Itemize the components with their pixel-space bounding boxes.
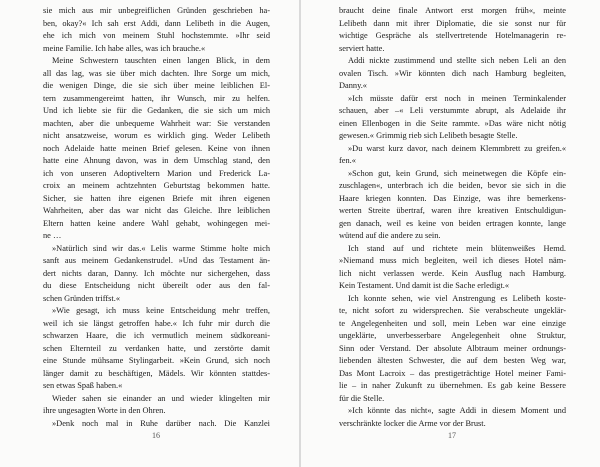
text-line: ungeklärte, unverbesserbare Angelegenheit ohne Struktur, — [339, 331, 566, 340]
text-line: Das Mont Lacroix – das prestigeträchtige Hotel meiner Fami- — [339, 368, 566, 378]
text-line: te Angelegenheiten und soll, mein Leben war eine einzige — [339, 318, 566, 328]
text-line: schwarzen Haare, die ich vermutlich meinem südkoreani- — [43, 331, 270, 340]
text-line: einen Ellenbogen in die Seite rammte. »Das wäre nicht nötig — [339, 118, 566, 128]
text-line: »Ich könnte das nicht«, sagte Addi in diesem Moment und — [348, 406, 566, 415]
text-line: tern zusammengereimt hatten, ihr Wunsch, mir zu helfen. — [43, 93, 270, 103]
text-line: Kein Testament. Und damit ist die Sache erledigt.« — [339, 281, 510, 290]
text-line: Eltern hatten keine andere Wahl gehabt, wohingegen mei- — [43, 218, 270, 228]
text-line: schauen, aber –« Leli verstummte abrupt, als Adelaide ihr — [339, 106, 566, 115]
text-line: sen etwas Spaß haben.« — [43, 381, 123, 390]
text-line: lich nicht verlassen werde. Kein Ausflug nach Hamburg. — [339, 268, 566, 278]
text-line: schen Elternteil zu verdanken hatte, und zerstörte damit — [43, 343, 270, 353]
text-line: meine Familie. Ich habe alles, was ich brauche.« — [43, 43, 206, 53]
text-line: für die Stelle. — [339, 393, 385, 403]
text-line: »Du warst kurz davor, nach deinem Klemmbrett zu greifen.« — [348, 143, 566, 153]
text-line: lie – in naher Zukunft zu übernehmen. Es gab keine Bessere — [339, 381, 566, 390]
text-line: »Ich müsste dafür erst noch in meinen Terminkalender — [348, 93, 566, 103]
text-line: »Denk noch mal in Ruhe darüber nach. Die Kanzlei — [52, 418, 270, 428]
text-line: fen.« — [339, 156, 356, 165]
text-line: ich von unseren Adoptiveltern Marion und Frederick La- — [43, 168, 270, 178]
text-line: ehe ich mich von meinem Stuhl hochstemmte. »Ihr seid — [43, 31, 270, 40]
text-line: ovalen Tisch. »Wir könnten dich nach Hamburg begleiten, — [339, 68, 566, 78]
text-line: Und ich liebte sie für die Gedanken, die sie sich um mich — [43, 106, 270, 115]
text-line: »Natürlich sind wir das.« Lelis warme Stimme holte mich — [52, 243, 270, 253]
text-line: schen Gründen triffst.« — [43, 293, 121, 303]
text-line: Addi nickte zustimmend und stellte sich neben Leli an den — [348, 56, 566, 65]
text-line: gewesen.« Grimmig rieb sich Lelibeth besagte Stelle. — [339, 131, 518, 140]
text-line: Lelibeth dann mit ihrer Diplomatie, die sie sonst nur für — [339, 18, 566, 28]
text-line: serviert hatte. — [339, 43, 385, 53]
right-page-text — [339, 5, 566, 430]
text-line: wichtige Gespräche als stellvertretende Hotelmanagerin re- — [339, 31, 566, 40]
text-line: all das lag, was sie über mich dachten. Ihre Sorge um mich, — [43, 68, 270, 78]
text-line: noch Adelaide hatte meinen Brief gelesen. Keine von ihnen — [43, 143, 270, 153]
text-line: Meine Schwestern tauschten einen langen Blick, in dem — [52, 56, 270, 65]
text-line: machten, aber die unbequeme Wahrheit war: Sie verstanden — [43, 118, 270, 128]
left-page-text — [43, 5, 270, 430]
text-line: die wenigen Dinge, die sie sich über meine leiblichen El- — [43, 81, 270, 90]
text-line: Wahrheiten, aber das war nicht das Gleiche. Ihre leiblichen — [43, 206, 270, 215]
text-line: croix an meinem achtzehnten Geburtstag bekommen hatte. — [43, 181, 270, 190]
text-line: »Wie gesagt, ich muss keine Entscheidung mehr treffen, — [52, 306, 270, 315]
text-line: sanft aus meinem Gedankenstrudel. »Und das Testament än- — [43, 256, 270, 265]
text-line: Haare kriegen konnten. Das Einzige, was ihre bemerkens- — [339, 193, 566, 203]
text-line: braucht deine finale Antwort erst morgen früh«, meinte — [339, 6, 566, 15]
text-line: länger damit zu beschäftigen, Mädels. Wir könnten stattdes- — [43, 368, 270, 378]
text-line: eine Stunde mühsame Stylingarbeit. »Kein Grund, sich noch — [43, 356, 270, 365]
text-line: sie mich aus mir unbegreiflichen Gründen geschrieben ha- — [43, 6, 270, 15]
text-line: Sinn oder Verstand. Der absolute Albtraum meiner ordnungs- — [339, 343, 566, 353]
text-line: Ich konnte sehen, wie viel Anstrengung es Lelibeth koste- — [348, 293, 566, 303]
text-line: weil ich sie längst getroffen habe.« Ich fuhr mir durch die — [43, 318, 270, 328]
text-line: ben, okay?« Ich sah erst Addi, dann Lelibeth in die Augen, — [43, 18, 270, 28]
text-line: nicht ansatzweise, worum es wirklich ging. Weder Lelibeth — [43, 131, 270, 140]
text-line: du diese Entscheidung nicht übereilt oder aus den fal- — [43, 281, 270, 290]
text-line: ne … — [43, 231, 62, 240]
text-line: Ich stand auf und richtete mein blütenweißes Hemd. — [348, 243, 566, 253]
text-line: hatte eine Ahnung davon, was in dem Umschlag stand, den — [43, 156, 270, 165]
text-line: »Niemand muss mich begleiten, weil ich dieses Hotel näm- — [339, 256, 566, 265]
text-line: Danny.« — [339, 81, 367, 90]
text-line: »Schon gut, kein Grund, sich meinetwegen die Köpfe ein- — [348, 168, 566, 178]
text-line: werten Streite übertraf, waren ihre kreativen Entschuldigun- — [339, 206, 566, 215]
text-line: te, nicht sofort zu widersprechen. Sie verabscheute ungeklär- — [339, 306, 566, 315]
right-page-number: 17 — [448, 431, 456, 440]
text-line: gen danach, weil es keine von beiden ertragen konnte, lange — [339, 218, 566, 228]
left-page-number: 16 — [152, 431, 160, 440]
right-page — [301, 0, 600, 467]
text-line: ihre ungesagten Worte in den Ohren. — [43, 406, 166, 415]
text-line: Sicher, sie hatten ihre eigenen Briefe mit ihren eigenen — [43, 193, 270, 203]
text-line: wütend auf die andere zu sein. — [339, 231, 441, 240]
text-line: dert nichts daran, Danny. Ich möchte nur sichergehen, dass — [43, 268, 270, 278]
text-line: Wieder sahen sie einander an und wieder klingelten mir — [52, 393, 270, 403]
text-line: zuschlagen«, unterbrach ich die beiden, bevor sie sich in die — [339, 181, 566, 190]
text-line: liebenden ältesten Schwester, die auf dem besten Weg war, — [339, 356, 566, 365]
text-line: verschränkte locker die Arme vor der Brust. — [339, 418, 486, 428]
